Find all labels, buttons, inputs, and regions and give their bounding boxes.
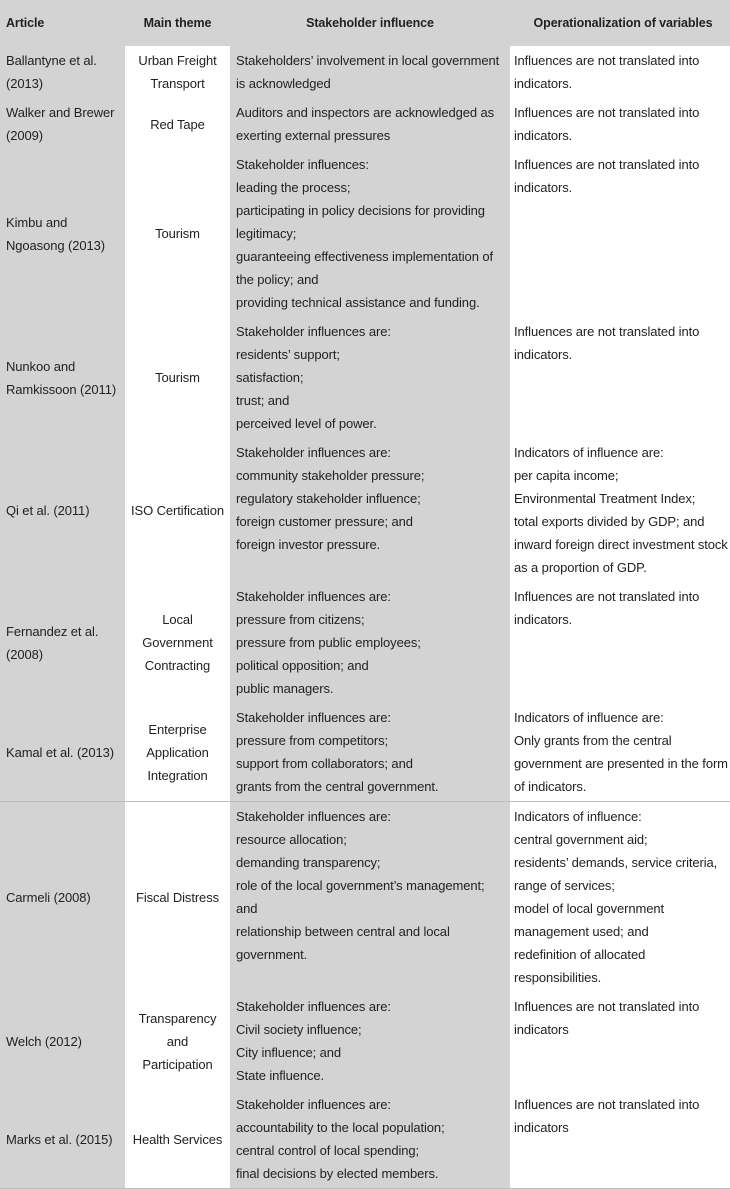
ops-line: Influences are not translated into indicators. <box>514 589 700 627</box>
ops-cell <box>510 703 730 802</box>
header-main-theme: Main theme <box>125 0 230 46</box>
influence-line: support from collaborators; and <box>236 756 413 771</box>
ops-cell <box>510 317 730 438</box>
article-cell <box>0 802 125 993</box>
influence-line: Stakeholders’ involvement in local government is acknowledged <box>236 53 500 91</box>
theme-cell <box>125 992 230 1090</box>
ops-line: inward foreign direct investment stock as a proportion of GDP. <box>514 537 728 575</box>
ops-line: Influences are not translated into indicators <box>514 1097 700 1135</box>
header-operationalization: Operationalization of variables <box>510 0 730 46</box>
ops-cell <box>510 992 730 1090</box>
theme-cell <box>125 582 230 703</box>
influence-line: regulatory stakeholder influence; <box>236 491 421 506</box>
influence-cell <box>230 98 510 150</box>
theme-cell <box>125 98 230 150</box>
theme-line: Red Tape <box>150 116 205 132</box>
influence-line: public managers. <box>236 681 334 696</box>
influence-cell <box>230 802 510 993</box>
ops-line: Environmental Treatment Index; <box>514 491 696 506</box>
article-line: Qi et al. (2011) <box>6 502 90 518</box>
influence-line: Auditors and inspectors are acknowledged as exerting external pressures <box>236 105 495 143</box>
table-row <box>0 98 730 150</box>
influence-line: pressure from citizens; <box>236 612 365 627</box>
influence-line: providing technical assistance and funding. <box>236 295 480 310</box>
influence-line: State influence. <box>236 1068 325 1083</box>
ops-line: total exports divided by GDP; and <box>514 514 705 529</box>
article-line: (2009) <box>6 128 43 143</box>
theme-line: Transparency <box>138 1010 217 1026</box>
influence-cell <box>230 438 510 582</box>
header-stakeholder-influence: Stakeholder influence <box>230 0 510 46</box>
theme-line: Participation <box>142 1056 213 1072</box>
theme-line: Integration <box>147 767 208 783</box>
ops-cell <box>510 1090 730 1189</box>
ops-line: Indicators of influence are: <box>514 445 664 460</box>
influence-line: demanding transparency; <box>236 855 381 870</box>
article-line: Kimbu and <box>6 214 68 230</box>
influence-line: pressure from competitors; <box>236 733 389 748</box>
article-line: (2013) <box>6 76 43 91</box>
ops-line: Influences are not translated into indicators. <box>514 157 700 195</box>
ops-line: central government aid; <box>514 832 648 847</box>
influence-line: Stakeholder influences are: <box>236 445 391 460</box>
influence-line: role of the local government’s management; and <box>236 878 485 916</box>
table-row <box>0 150 730 317</box>
influence-line: grants from the central government. <box>236 779 439 794</box>
theme-line: Health Services <box>132 1131 223 1147</box>
influence-line: participating in policy decisions for providing legitimacy; <box>236 203 485 241</box>
article-line: Nunkoo and <box>6 358 76 374</box>
influence-line: foreign customer pressure; and <box>236 514 413 529</box>
ops-line: redefinition of allocated responsibilities. <box>514 947 646 985</box>
influence-line: Stakeholder influences are: <box>236 1097 391 1112</box>
ops-line: residents’ demands, service criteria, range of services; <box>514 855 718 893</box>
theme-cell <box>125 150 230 317</box>
influence-line: perceived level of power. <box>236 416 377 431</box>
article-line: Marks et al. (2015) <box>6 1131 113 1147</box>
influence-line: Stakeholder influences are: <box>236 710 391 725</box>
article-cell <box>0 582 125 703</box>
ops-line: Influences are not translated into indicators. <box>514 53 700 91</box>
influence-line: leading the process; <box>236 180 351 195</box>
table-row <box>0 703 730 802</box>
article-cell <box>0 703 125 802</box>
ops-line: Only grants from the central government are presented in the form of indicators. <box>514 733 728 794</box>
theme-cell <box>125 317 230 438</box>
ops-line: Influences are not translated into indicators. <box>514 105 700 143</box>
influence-line: trust; and <box>236 393 290 408</box>
influence-cell <box>230 1090 510 1189</box>
influence-line: pressure from public employees; <box>236 635 421 650</box>
theme-cell <box>125 1090 230 1189</box>
ops-cell <box>510 582 730 703</box>
theme-line: Local <box>162 612 193 627</box>
influence-line: Stakeholder influences are: <box>236 809 391 824</box>
ops-line: Indicators of influence: <box>514 809 642 824</box>
article-cell <box>0 46 125 98</box>
influence-line: guaranteeing effectiveness implementation of the policy; and <box>236 249 493 287</box>
influence-line: final decisions by elected members. <box>236 1166 439 1181</box>
influence-cell <box>230 582 510 703</box>
influence-line: satisfaction; <box>236 370 304 385</box>
influence-line: City influence; and <box>236 1045 342 1060</box>
article-cell <box>0 438 125 582</box>
influence-line: Stakeholder influences are: <box>236 589 391 604</box>
theme-line: Government <box>142 635 213 650</box>
theme-cell <box>125 703 230 802</box>
table-row <box>0 1090 730 1189</box>
influence-line: foreign investor pressure. <box>236 537 381 552</box>
header-row <box>0 0 730 46</box>
influence-line: Stakeholder influences: <box>236 157 369 172</box>
ops-line: Indicators of influence are: <box>514 710 664 725</box>
influence-line: Stakeholder influences are: <box>236 999 391 1014</box>
ops-cell <box>510 802 730 993</box>
table-row <box>0 438 730 582</box>
influence-line: Stakeholder influences are: <box>236 324 391 339</box>
table-row <box>0 582 730 703</box>
influence-cell <box>230 317 510 438</box>
article-cell <box>0 98 125 150</box>
theme-line: Contracting <box>144 658 211 673</box>
influence-cell <box>230 46 510 98</box>
table-row <box>0 317 730 438</box>
theme-line: Fiscal Distress <box>135 889 219 905</box>
article-cell <box>0 317 125 438</box>
theme-line: Tourism <box>155 226 200 241</box>
influence-cell <box>230 703 510 802</box>
article-cell <box>0 992 125 1090</box>
ops-line: Influences are not translated into indicators <box>514 999 700 1037</box>
ops-cell <box>510 438 730 582</box>
ops-cell <box>510 150 730 317</box>
article-cell <box>0 150 125 317</box>
theme-line: Enterprise <box>148 721 207 737</box>
influence-line: central control of local spending; <box>236 1143 420 1158</box>
influence-line: accountability to the local population; <box>236 1120 445 1135</box>
article-cell <box>0 1090 125 1189</box>
theme-line: and <box>166 1033 189 1049</box>
table-row <box>0 992 730 1090</box>
influence-line: Civil society influence; <box>236 1022 362 1037</box>
theme-line: Transport <box>150 76 205 91</box>
influence-line: political opposition; and <box>236 658 369 673</box>
theme-cell <box>125 438 230 582</box>
article-line: Walker and Brewer <box>6 105 115 120</box>
article-line: Ballantyne et al. <box>6 53 97 68</box>
header-article: Article <box>0 0 125 46</box>
ops-line: model of local government management used; and <box>514 901 664 939</box>
ops-cell <box>510 98 730 150</box>
theme-cell <box>125 46 230 98</box>
theme-line: ISO Certification <box>131 502 224 518</box>
article-line: (2008) <box>6 646 43 662</box>
influence-cell <box>230 992 510 1090</box>
theme-cell <box>125 802 230 993</box>
ops-cell <box>510 46 730 98</box>
article-line: Welch (2012) <box>6 1033 82 1049</box>
table-row <box>0 46 730 98</box>
article-line: Ngoasong (2013) <box>6 237 105 253</box>
influence-cell <box>230 150 510 317</box>
influence-line: community stakeholder pressure; <box>236 468 425 483</box>
article-line: Carmeli (2008) <box>6 889 91 905</box>
ops-line: Influences are not translated into indicators. <box>514 324 700 362</box>
influence-line: residents’ support; <box>236 347 340 362</box>
article-line: Kamal et al. (2013) <box>6 744 114 760</box>
ops-line: per capita income; <box>514 468 619 483</box>
article-line: Fernandez et al. <box>6 623 99 639</box>
influence-line: resource allocation; <box>236 832 347 847</box>
theme-line: Application <box>146 744 209 760</box>
table-row <box>0 802 730 993</box>
theme-line: Urban Freight <box>138 53 217 68</box>
influence-line: relationship between central and local government. <box>236 924 450 962</box>
theme-line: Tourism <box>155 370 200 385</box>
article-line: Ramkissoon (2011) <box>6 381 117 397</box>
